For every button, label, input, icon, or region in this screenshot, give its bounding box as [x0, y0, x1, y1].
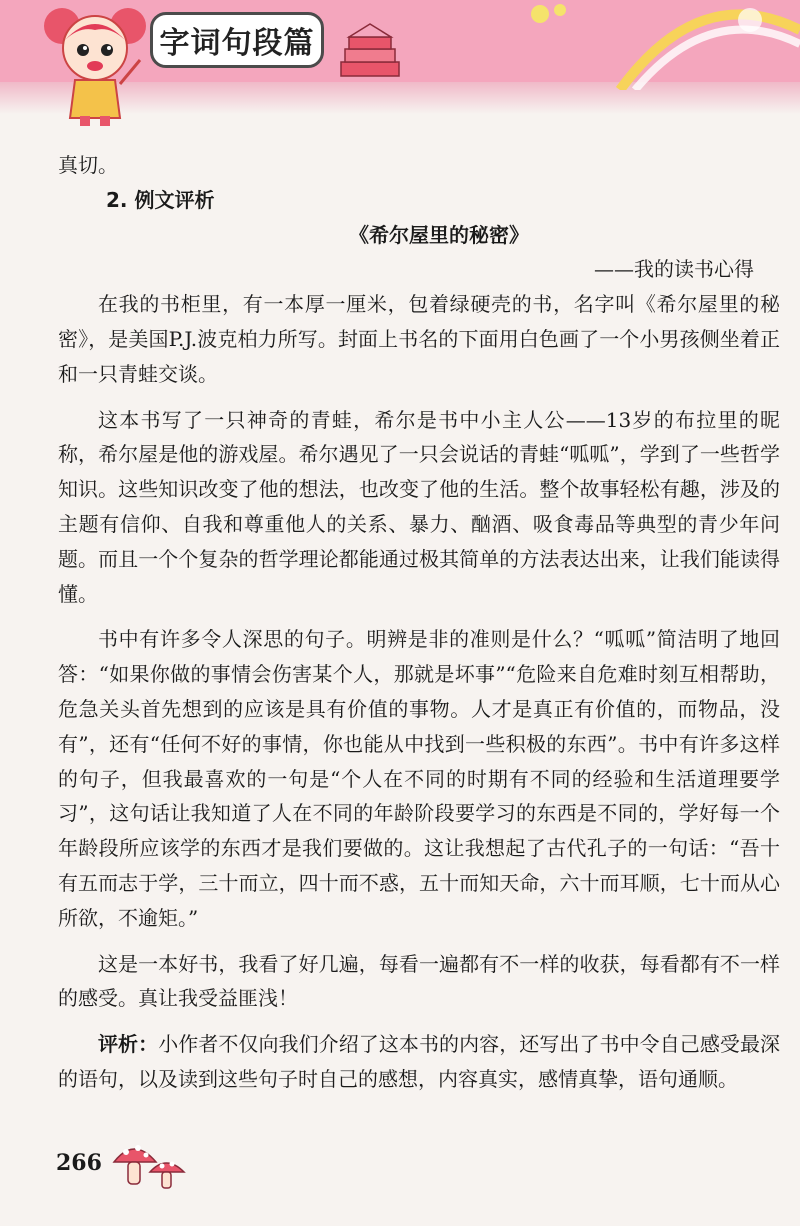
paragraph: 这是一本好书，我看了好几遍，每看一遍都有不一样的收获，每看都有不一样的感受。真让我受益匪浅！ — [58, 951, 780, 1011]
mushroom-icon — [110, 1138, 190, 1190]
section-title: 字词句段篇 — [150, 12, 324, 68]
essay-subtitle: ——我的读书心得 — [594, 257, 754, 282]
books-icon — [335, 22, 405, 80]
essay-title: 《希尔屋里的秘密》 — [349, 222, 529, 247]
page-content — [58, 148, 780, 1097]
page-number: 266 — [56, 1150, 102, 1176]
review-paragraph — [58, 1027, 780, 1097]
review-text: 小作者不仅向我们介绍了这本书的内容，还写出了书中令自己感受最深的语句，以及读到这些句子时自己的感想，内容真实，感情真挚，语句通顺。 — [58, 1032, 781, 1091]
continued-line: 真切。 — [58, 153, 118, 177]
rainbow-decoration-icon — [500, 0, 800, 90]
paragraph: 在我的书柜里，有一本厚一厘米，包着绿硬壳的书，名字叫《希尔屋里的秘密》，是美国P.J.波克柏力所写。封面上书名的下面用白色画了一个小男孩侧坐着正和一只青蛙交谈。 — [58, 292, 780, 386]
paragraph: 书中有许多令人深思的句子。明辨是非的准则是什么？“呱呱”简洁明了地回答：“如果你做的事情会伤害某个人，那就是坏事”“危险来自危难时刻互相帮助，危急关头首先想到的应该是具有价值的事物。人才是真正有价值的，而物品，没有”，还有“任何不好的事情，你也能从中找到一些积极的东西”。书中有许多这样的句子，但我最喜欢的一句是“个人在不同的时期有不同的经验和生活道理要学习”，这句话让我知道了人在不同的年龄阶段要学习的东西是不同的，学好每一个年龄段所应该学的东西才是我们要做的。这让我想起了古代孔子的一句话：“吾十有五而志于学，三十而立，四十而不惑，五十而知天命，六十而耳顺，七十而从心所欲，不逾矩。” — [58, 627, 780, 930]
review-label: 评析： — [98, 1032, 159, 1057]
cartoon-girl-icon — [40, 0, 150, 130]
paragraph: 这本书写了一只神奇的青蛙，希尔是书中小主人公——13岁的布拉里的昵称，希尔屋是他的游戏屋。希尔遇见了一只会说话的青蛙“呱呱”，学到了一些哲学知识。这些知识改变了他的想法，也改变了他的生活。整个故事轻松有趣，涉及的主题有信仰、自我和尊重他人的关系、暴力、酗酒、吸食毒品等典型的青少年问题。而且一个个复杂的哲学理论都能通过极其简单的方法表达出来，让我们能读得懂。 — [58, 407, 780, 606]
section-heading: 2. 例文评析 — [106, 187, 215, 212]
